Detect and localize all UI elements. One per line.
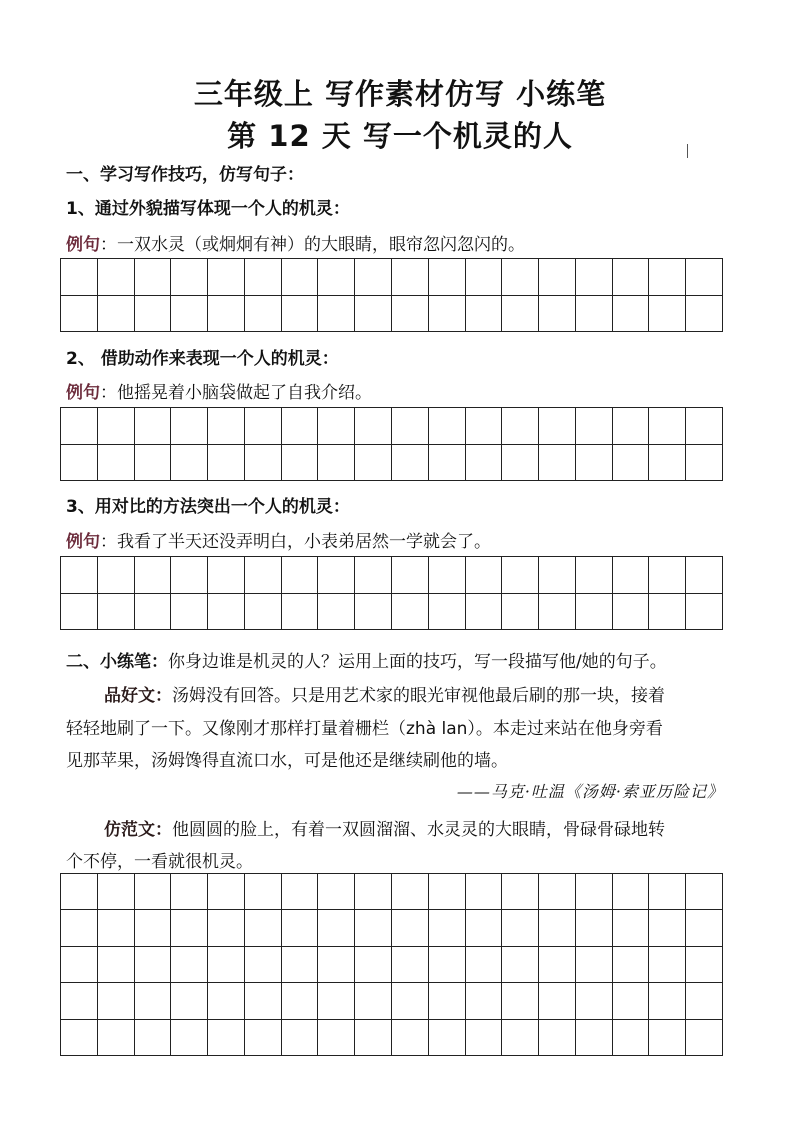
grid-cell[interactable] — [171, 259, 208, 296]
grid-cell[interactable] — [135, 983, 172, 1019]
example-text: ：他摇晃着小脑袋做起了自我介绍。 — [100, 383, 372, 403]
grid-cell[interactable] — [392, 408, 429, 445]
grid-cell[interactable] — [98, 910, 135, 946]
grid-cell[interactable] — [355, 947, 392, 983]
grid-cell[interactable] — [282, 910, 319, 946]
good-text-line-3: 见那苹果，汤姆馋得直流口水，可是他还是继续刷他的墙。 — [66, 751, 508, 771]
grid-cell[interactable] — [392, 259, 429, 296]
grid-cell[interactable] — [61, 408, 98, 445]
grid-cell[interactable] — [392, 557, 429, 594]
grid-cell[interactable] — [245, 557, 282, 594]
grid-cell[interactable] — [135, 445, 172, 482]
grid-cell[interactable] — [245, 259, 282, 296]
grid-cell[interactable] — [355, 910, 392, 946]
model-text-label: 仿范文： — [104, 820, 172, 840]
grid-cell[interactable] — [208, 259, 245, 296]
grid-cell[interactable] — [245, 1020, 282, 1056]
grid-cell[interactable] — [429, 874, 466, 910]
grid-cell[interactable] — [98, 983, 135, 1019]
grid-cell[interactable] — [61, 874, 98, 910]
grid-cell[interactable] — [429, 557, 466, 594]
grid-cell[interactable] — [649, 1020, 686, 1056]
grid-cell[interactable] — [539, 259, 576, 296]
section-heading-1: 一、学习写作技巧，仿写句子： — [66, 165, 304, 185]
model-text-line-1 — [104, 815, 665, 840]
grid-cell[interactable] — [392, 983, 429, 1019]
grid-cell[interactable] — [135, 910, 172, 946]
grid-cell[interactable] — [539, 910, 576, 946]
section-heading-2 — [66, 647, 667, 672]
grid-cell[interactable] — [208, 1020, 245, 1056]
grid-cell[interactable] — [576, 983, 613, 1019]
grid-cell[interactable] — [613, 296, 650, 333]
grid-cell[interactable] — [318, 947, 355, 983]
grid-cell[interactable] — [539, 445, 576, 482]
grid-cell[interactable] — [208, 910, 245, 946]
writing-grid-1[interactable] — [60, 258, 723, 332]
grid-cell[interactable] — [355, 557, 392, 594]
grid-cell[interactable] — [466, 557, 503, 594]
model-text-line-2: 个不停，一看就很机灵。 — [66, 852, 253, 872]
grid-cell[interactable] — [429, 259, 466, 296]
grid-cell[interactable] — [318, 1020, 355, 1056]
grid-cell[interactable] — [686, 594, 723, 631]
grid-cell[interactable] — [245, 910, 282, 946]
grid-cell[interactable] — [539, 557, 576, 594]
grid-cell[interactable] — [576, 1020, 613, 1056]
grid-cell[interactable] — [502, 947, 539, 983]
item-heading-2: 2、 借助动作来表现一个人的机灵： — [66, 349, 339, 369]
grid-cell[interactable] — [245, 594, 282, 631]
grid-cell[interactable] — [466, 983, 503, 1019]
grid-cell[interactable] — [466, 947, 503, 983]
grid-cell[interactable] — [576, 947, 613, 983]
grid-cell[interactable] — [466, 259, 503, 296]
grid-cell[interactable] — [282, 259, 319, 296]
grid-cell[interactable] — [686, 947, 723, 983]
grid-cell[interactable] — [245, 296, 282, 333]
grid-cell[interactable] — [539, 296, 576, 333]
grid-cell[interactable] — [208, 557, 245, 594]
good-text-line-2: 轻轻地刷了一下。又像刚才那样打量着栅栏（zhà lan）。本走过来站在他身旁看 — [66, 719, 663, 739]
grid-cell[interactable] — [576, 445, 613, 482]
grid-cell[interactable] — [282, 594, 319, 631]
grid-cell[interactable] — [466, 910, 503, 946]
grid-cell[interactable] — [502, 910, 539, 946]
grid-cell[interactable] — [135, 259, 172, 296]
grid-cell[interactable] — [355, 445, 392, 482]
grid-cell[interactable] — [466, 874, 503, 910]
grid-cell[interactable] — [649, 594, 686, 631]
grid-cell[interactable] — [171, 594, 208, 631]
stray-mark — [687, 144, 688, 158]
grid-cell[interactable] — [318, 910, 355, 946]
grid-cell[interactable] — [318, 557, 355, 594]
grid-cell[interactable] — [502, 557, 539, 594]
grid-cell[interactable] — [576, 408, 613, 445]
grid-cell[interactable] — [61, 983, 98, 1019]
grid-cell[interactable] — [502, 1020, 539, 1056]
grid-cell[interactable] — [576, 557, 613, 594]
grid-cell[interactable] — [208, 296, 245, 333]
grid-cell[interactable] — [686, 1020, 723, 1056]
grid-cell[interactable] — [208, 947, 245, 983]
grid-cell[interactable] — [466, 408, 503, 445]
grid-cell[interactable] — [613, 408, 650, 445]
grid-cell[interactable] — [135, 408, 172, 445]
grid-cell[interactable] — [318, 259, 355, 296]
grid-cell[interactable] — [429, 910, 466, 946]
grid-cell[interactable] — [318, 296, 355, 333]
item-heading-1: 1、通过外貌描写体现一个人的机灵： — [66, 199, 350, 219]
grid-cell[interactable] — [245, 983, 282, 1019]
grid-cell[interactable] — [613, 259, 650, 296]
grid-cell[interactable] — [171, 910, 208, 946]
grid-cell[interactable] — [355, 296, 392, 333]
grid-cell[interactable] — [686, 910, 723, 946]
grid-cell[interactable] — [502, 408, 539, 445]
grid-cell[interactable] — [98, 594, 135, 631]
grid-cell[interactable] — [318, 408, 355, 445]
grid-cell[interactable] — [208, 874, 245, 910]
grid-cell[interactable] — [245, 445, 282, 482]
good-text-content: 汤姆没有回答。只是用艺术家的眼光审视他最后刷的那一块，接着 — [172, 686, 665, 706]
grid-cell[interactable] — [613, 910, 650, 946]
model-text-content: 他圆圆的脸上，有着一双圆溜溜、水灵灵的大眼睛，骨碌骨碌地转 — [172, 820, 665, 840]
grid-cell[interactable] — [355, 983, 392, 1019]
grid-cell[interactable] — [135, 594, 172, 631]
grid-cell[interactable] — [686, 259, 723, 296]
grid-cell[interactable] — [392, 947, 429, 983]
grid-cell[interactable] — [649, 408, 686, 445]
example-label: 例句 — [66, 532, 100, 552]
grid-cell[interactable] — [392, 296, 429, 333]
grid-cell[interactable] — [282, 874, 319, 910]
good-text-line-1 — [104, 681, 665, 706]
grid-cell[interactable] — [539, 983, 576, 1019]
page-title: 三年级上 写作素材仿写 小练笔 — [193, 77, 607, 111]
grid-cell[interactable] — [502, 259, 539, 296]
grid-cell[interactable] — [576, 259, 613, 296]
writing-grid-3[interactable] — [60, 556, 723, 630]
grid-cell[interactable] — [98, 408, 135, 445]
example-sentence-3 — [66, 527, 491, 552]
grid-cell[interactable] — [686, 445, 723, 482]
grid-cell[interactable] — [392, 1020, 429, 1056]
grid-cell[interactable] — [282, 408, 319, 445]
grid-cell[interactable] — [539, 1020, 576, 1056]
grid-cell[interactable] — [649, 947, 686, 983]
grid-cell[interactable] — [539, 947, 576, 983]
grid-cell[interactable] — [613, 445, 650, 482]
grid-cell[interactable] — [429, 296, 466, 333]
example-label: 例句 — [66, 383, 100, 403]
grid-cell[interactable] — [171, 1020, 208, 1056]
grid-cell[interactable] — [686, 983, 723, 1019]
citation: ——马克·吐温《汤姆·索亚历险记》 — [456, 782, 724, 801]
grid-cell[interactable] — [649, 874, 686, 910]
grid-cell[interactable] — [318, 594, 355, 631]
grid-cell[interactable] — [539, 408, 576, 445]
example-sentence-2 — [66, 378, 372, 403]
item-heading-3: 3、用对比的方法突出一个人的机灵： — [66, 497, 350, 517]
grid-cell[interactable] — [245, 408, 282, 445]
grid-cell[interactable] — [245, 874, 282, 910]
good-text-label: 品好文： — [104, 686, 172, 706]
grid-cell[interactable] — [98, 296, 135, 333]
grid-cell[interactable] — [61, 1020, 98, 1056]
grid-cell[interactable] — [355, 1020, 392, 1056]
grid-cell[interactable] — [429, 594, 466, 631]
grid-cell[interactable] — [466, 296, 503, 333]
grid-cell[interactable] — [282, 947, 319, 983]
grid-cell[interactable] — [429, 445, 466, 482]
grid-cell[interactable] — [576, 910, 613, 946]
grid-cell[interactable] — [98, 445, 135, 482]
grid-cell[interactable] — [502, 874, 539, 910]
grid-cell[interactable] — [208, 408, 245, 445]
example-text: ：我看了半天还没弄明白，小表弟居然一学就会了。 — [100, 532, 491, 552]
grid-cell[interactable] — [61, 910, 98, 946]
grid-cell[interactable] — [282, 557, 319, 594]
example-label: 例句 — [66, 235, 100, 255]
grid-cell[interactable] — [171, 983, 208, 1019]
grid-cell[interactable] — [282, 445, 319, 482]
grid-cell[interactable] — [649, 445, 686, 482]
grid-cell[interactable] — [576, 296, 613, 333]
grid-cell[interactable] — [171, 947, 208, 983]
grid-cell[interactable] — [613, 594, 650, 631]
grid-cell[interactable] — [171, 296, 208, 333]
grid-cell[interactable] — [98, 259, 135, 296]
grid-cell[interactable] — [61, 296, 98, 333]
grid-cell[interactable] — [318, 983, 355, 1019]
grid-cell[interactable] — [649, 296, 686, 333]
grid-cell[interactable] — [171, 874, 208, 910]
grid-cell[interactable] — [171, 408, 208, 445]
grid-cell[interactable] — [392, 874, 429, 910]
grid-cell[interactable] — [686, 557, 723, 594]
grid-cell[interactable] — [429, 408, 466, 445]
grid-cell[interactable] — [429, 983, 466, 1019]
grid-cell[interactable] — [392, 445, 429, 482]
grid-cell[interactable] — [502, 594, 539, 631]
grid-cell[interactable] — [613, 557, 650, 594]
grid-cell[interactable] — [135, 557, 172, 594]
grid-cell[interactable] — [355, 259, 392, 296]
grid-cell[interactable] — [355, 408, 392, 445]
grid-cell[interactable] — [649, 557, 686, 594]
grid-cell[interactable] — [686, 874, 723, 910]
grid-cell[interactable] — [466, 594, 503, 631]
grid-cell[interactable] — [98, 947, 135, 983]
grid-cell[interactable] — [135, 947, 172, 983]
grid-cell[interactable] — [392, 910, 429, 946]
grid-cell[interactable] — [61, 947, 98, 983]
grid-cell[interactable] — [392, 594, 429, 631]
grid-cell[interactable] — [318, 874, 355, 910]
grid-cell[interactable] — [61, 259, 98, 296]
grid-cell[interactable] — [98, 1020, 135, 1056]
grid-cell[interactable] — [135, 296, 172, 333]
grid-cell[interactable] — [429, 1020, 466, 1056]
grid-cell[interactable] — [613, 947, 650, 983]
grid-cell[interactable] — [61, 594, 98, 631]
grid-cell[interactable] — [355, 594, 392, 631]
grid-cell[interactable] — [649, 259, 686, 296]
grid-cell[interactable] — [282, 983, 319, 1019]
grid-cell[interactable] — [502, 296, 539, 333]
grid-cell[interactable] — [613, 874, 650, 910]
grid-cell[interactable] — [355, 874, 392, 910]
grid-cell[interactable] — [61, 445, 98, 482]
grid-cell[interactable] — [61, 557, 98, 594]
example-sentence-1 — [66, 230, 525, 255]
grid-cell[interactable] — [649, 983, 686, 1019]
practice-heading: 二、小练笔： — [66, 652, 168, 672]
grid-cell[interactable] — [539, 874, 576, 910]
grid-cell[interactable] — [686, 296, 723, 333]
example-text: ：一双水灵（或炯炯有神）的大眼睛，眼帘忽闪忽闪的。 — [100, 235, 525, 255]
grid-cell[interactable] — [318, 445, 355, 482]
grid-cell[interactable] — [208, 445, 245, 482]
grid-cell[interactable] — [208, 983, 245, 1019]
grid-cell[interactable] — [98, 874, 135, 910]
grid-cell[interactable] — [282, 296, 319, 333]
grid-cell[interactable] — [649, 910, 686, 946]
writing-grid-4[interactable] — [60, 873, 723, 1056]
grid-cell[interactable] — [576, 874, 613, 910]
grid-cell[interactable] — [539, 594, 576, 631]
practice-prompt: 你身边谁是机灵的人？运用上面的技巧，写一段描写他/她的句子。 — [168, 652, 667, 672]
page-subtitle: 第 12 天 写一个机灵的人 — [227, 119, 573, 153]
grid-cell[interactable] — [613, 983, 650, 1019]
grid-cell[interactable] — [429, 947, 466, 983]
grid-cell[interactable] — [135, 874, 172, 910]
grid-cell[interactable] — [245, 947, 282, 983]
grid-cell[interactable] — [502, 445, 539, 482]
grid-cell[interactable] — [502, 983, 539, 1019]
grid-cell[interactable] — [171, 445, 208, 482]
grid-cell[interactable] — [613, 1020, 650, 1056]
grid-cell[interactable] — [466, 445, 503, 482]
grid-cell[interactable] — [576, 594, 613, 631]
writing-grid-2[interactable] — [60, 407, 723, 481]
grid-cell[interactable] — [282, 1020, 319, 1056]
grid-cell[interactable] — [171, 557, 208, 594]
grid-cell[interactable] — [466, 1020, 503, 1056]
grid-cell[interactable] — [135, 1020, 172, 1056]
grid-cell[interactable] — [208, 594, 245, 631]
grid-cell[interactable] — [98, 557, 135, 594]
grid-cell[interactable] — [686, 408, 723, 445]
